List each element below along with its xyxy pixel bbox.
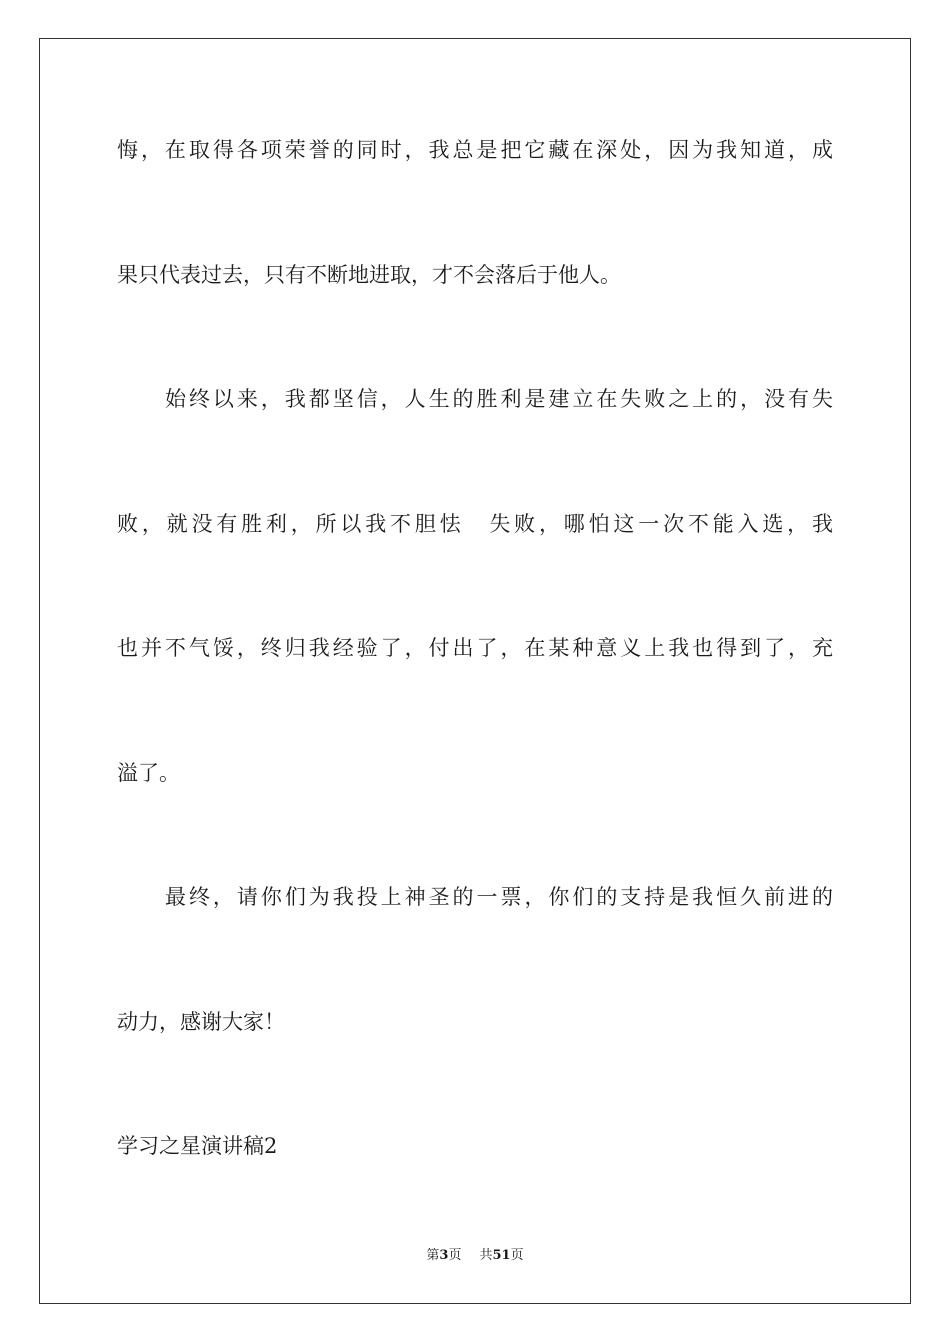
total-prefix: 共 bbox=[479, 1248, 493, 1263]
page-number: 3 bbox=[439, 1248, 449, 1263]
paragraph-line: 败，就没有胜利，所以我不胆怯 失败，哪怕这一次不能入选，我 bbox=[117, 512, 833, 536]
page-prefix: 第 bbox=[426, 1248, 440, 1263]
total-pages: 51 bbox=[492, 1248, 511, 1263]
page-footer bbox=[0, 1246, 950, 1266]
paragraph-line: 果只代表过去，只有不断地进取，才不会落后于他人。 bbox=[117, 263, 621, 287]
page-suffix: 页 bbox=[448, 1248, 462, 1263]
paragraph-line: 也并不气馁，终归我经验了，付出了，在某种意义上我也得到了，充 bbox=[117, 636, 833, 660]
paragraph-line: 悔，在取得各项荣誉的同时，我总是把它藏在深处，因为我知道，成 bbox=[117, 138, 833, 162]
paragraph-line-indented: 始终以来，我都坚信，人生的胜利是建立在失败之上的，没有失 bbox=[165, 387, 833, 411]
paragraph-line: 溢了。 bbox=[117, 761, 180, 785]
total-suffix: 页 bbox=[510, 1248, 524, 1263]
section-heading: 学习之星演讲稿2 bbox=[117, 1134, 278, 1158]
page-border bbox=[39, 38, 911, 1304]
paragraph-line-indented: 最终，请你们为我投上神圣的一票，你们的支持是我恒久前进的 bbox=[165, 885, 833, 909]
paragraph-line: 动力，感谢大家！ bbox=[117, 1010, 285, 1034]
